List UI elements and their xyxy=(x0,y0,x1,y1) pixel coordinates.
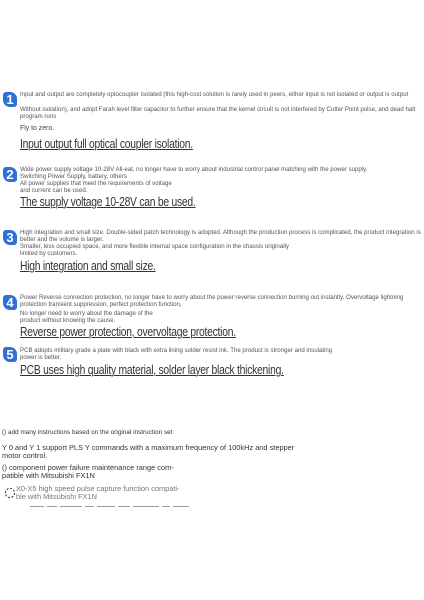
feature-text-line: PCB adopts military grade a plate with black with extra lining solder resist ink. The product is stronger and insulating xyxy=(20,347,333,354)
feature-headline: PCB uses high quality material, solder layer black thickening. xyxy=(20,363,284,377)
pulse-capture-line-cont: ble with Mitsubishi FX1N xyxy=(16,492,97,501)
feature-text-line: All power supplies that meet the requirements of voltage xyxy=(20,180,172,187)
power-failure-line-cont: patible with Mitsubishi FX1N xyxy=(2,471,95,480)
loading-spinner-icon xyxy=(4,487,16,499)
feature-text-line: Fly to zero. xyxy=(20,125,55,132)
feature-text-line: power is better. xyxy=(20,354,62,361)
pls-support-line: Y 0 and Y 1 support PLS Y commands with a maximum frequency of 100kHz and stepper xyxy=(2,443,295,452)
feature-headline: High integration and small size. xyxy=(20,259,156,273)
number-badge: 3 xyxy=(3,230,17,245)
feature-text-line: Smaller, less occupied space, and more flexible internal space configuration in the chassis originally xyxy=(20,243,289,250)
pulse-capture-line: X0-X5 high speed pulse capture function compati- xyxy=(16,484,180,493)
feature-text-line: Switching Power Supply, battery, others xyxy=(20,173,127,180)
feature-text-line: and current can be used. xyxy=(20,187,88,194)
instruction-note: () add many instructions based on the original instruction set xyxy=(2,429,173,436)
feature-text-line: Wide power supply voltage 10-28V All-eat, no longer have to worry about industrial control panel matching with the power supply. xyxy=(20,166,368,173)
number-badge: 4 xyxy=(3,295,17,310)
feature-text-line: No longer need to worry about the damage of the xyxy=(20,310,153,317)
feature-text-line: High integration and small size. Double-sided patch technology is adopted. Although the production process is complicated, the product integration is better and the volume is larger. xyxy=(20,229,421,243)
feature-text-line: Power Reverse connection protection, no longer have to worry about the power reverse connection burning out instantly. Overvoltage lightning protection transient suppression, perfect protection function, xyxy=(20,294,404,308)
number-badge: 1 xyxy=(3,92,17,107)
feature-headline: The supply voltage 10-28V can be used. xyxy=(20,195,196,209)
feature-headline: Input output full optical coupler isolation. xyxy=(20,137,193,151)
feature-text-line: Without isolation), and adopt Farah level filter capacitor to further ensure that the kernel circuit is not interfered by Cutter Point pulse, and dead halt program runs xyxy=(20,106,416,120)
feature-text-line: product without knowing the cause. xyxy=(20,317,116,324)
clipped-text-fragment xyxy=(30,506,230,509)
pls-support-line-cont: motor control. xyxy=(2,451,48,460)
feature-text-line: Input and output are completely optocoupler isolated (this high-cost solution is rarely used in peers, either input is not isolated or output is output xyxy=(20,91,409,98)
power-failure-line: () component power failure maintenance range com- xyxy=(2,463,174,472)
number-badge: 2 xyxy=(3,167,17,182)
feature-text-line: limited by customers. xyxy=(20,250,78,257)
feature-headline: Reverse power protection, overvoltage protection. xyxy=(20,325,236,339)
number-badge: 5 xyxy=(3,347,17,362)
